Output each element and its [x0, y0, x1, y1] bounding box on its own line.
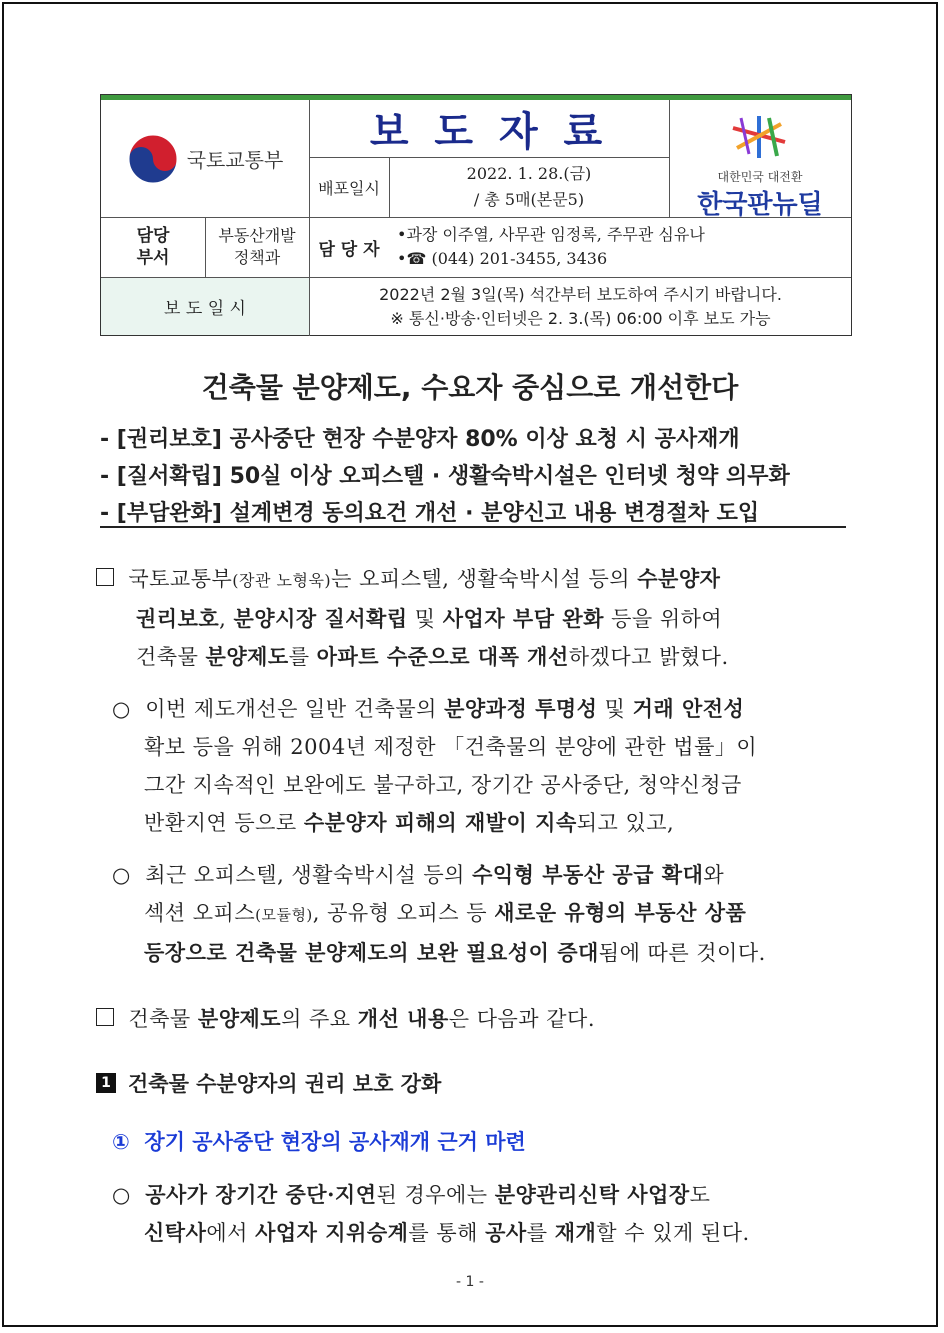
contact-line1: •과장 이주열, 사무관 임정록, 주무관 심유나 [397, 225, 705, 244]
contact-phone: (044) 201-3455, 3436 [431, 249, 608, 268]
text: 및 [407, 607, 443, 631]
text: (모듈형) [255, 906, 313, 924]
release-label: 배포일시 [318, 178, 380, 198]
subtitle-1: - [권리보호] 공사중단 현장 수분양자 80% 이상 요청 시 공사재개 [100, 427, 740, 452]
text: , 공유형 오피스 등 [312, 901, 495, 925]
subsection-heading [112, 1126, 526, 1156]
text: 최근 오피스텔, 생활숙박시설 등의 [145, 863, 473, 887]
text-bold: 수분양자 피해의 재발이 지속 [303, 810, 577, 835]
title-underline [100, 526, 846, 528]
section-heading-1 [96, 1068, 441, 1098]
contact-line2-row [397, 247, 847, 271]
text: 섹션 오피스 [144, 901, 256, 925]
subtitle-2: - [질서확립] 50실 이상 오피스텔 · 생활숙박시설은 인터넷 청약 의무화 [100, 464, 790, 489]
brand-name: 한국판뉴딜 [697, 190, 823, 220]
document-page [2, 2, 938, 1327]
text-bold: 공사가 장기간 중단·지연 [145, 1182, 377, 1207]
text: , [219, 607, 234, 631]
ministry-logo-cell [101, 100, 309, 217]
text: 건축물 [128, 1007, 198, 1031]
text-bold: 분양제도 [197, 1006, 282, 1031]
paragraph-trend [112, 856, 872, 972]
text: 됨에 따른 것이다. [598, 941, 766, 965]
text: 반환지연 등으로 [144, 811, 304, 835]
checkbox-square-icon [96, 1008, 114, 1026]
text: 그간 지속적인 보완에도 불구하고, 장기간 공사중단, 청약신청금 [144, 773, 742, 797]
dept-line1: 부동산개발 [218, 226, 296, 245]
bullet-circle-icon: ○ [112, 1183, 131, 1207]
section-number-icon: 1 [96, 1073, 116, 1093]
paragraph-resumption [112, 1176, 872, 1252]
ministry-name: 국토교통부 [186, 148, 284, 172]
paragraph-summary [96, 1000, 866, 1038]
contact-label: 담 당 자 [318, 239, 380, 260]
subtitle-3: - [부담완화] 설계변경 동의요건 개선 · 분양신고 내용 변경절차 도입 [100, 501, 760, 526]
page-number: - 1 - [456, 1274, 484, 1290]
text-bold: 권리보호 [136, 606, 220, 631]
press-release-header [100, 94, 852, 336]
brand-tagline: 대한민국 대전환 [717, 170, 803, 184]
bullet-circle-icon: ○ [112, 863, 131, 887]
report-line2: ※ 통신·방송·인터넷은 2. 3.(목) 06:00 이후 보도 가능 [390, 309, 771, 328]
taegeuk-emblem-icon [127, 133, 179, 185]
text: 에서 [206, 1221, 256, 1245]
checkbox-square-icon [96, 568, 114, 586]
text: 를 통해 [408, 1221, 486, 1245]
text-bold: 사업자 부담 완화 [442, 606, 604, 631]
text-bold: 공사 [485, 1220, 527, 1245]
text: 은 다음과 같다. [448, 1007, 595, 1031]
doc-type-title: 보 도 자 료 [369, 109, 609, 155]
text: 국토교통부 [128, 567, 233, 591]
text-bold: 분양관리신탁 사업장 [494, 1182, 690, 1207]
text: (장관 노형욱) [232, 571, 332, 590]
text-bold: 분양시장 질서확립 [233, 606, 408, 631]
text-bold: 신탁사 [144, 1220, 207, 1245]
text-bold: 분양제도 [205, 644, 289, 669]
new-deal-brand-cell [669, 100, 851, 220]
headline: 건축물 분양제도, 수요자 중심으로 개선한다 [201, 371, 739, 404]
page-count: / 총 5매(본문5) [473, 190, 585, 209]
text: 확보 등을 위해 2004년 제정한 「건축물의 분양에 관한 법률」이 [144, 735, 758, 759]
dept-line2: 정책과 [233, 248, 281, 267]
text: 이번 제도개선은 일반 건축물의 [145, 697, 445, 721]
text: 의 주요 [281, 1007, 358, 1031]
release-date: 2022. 1. 28.(금) [466, 164, 592, 183]
text-bold: 수분양자 [637, 566, 721, 591]
text: 는 오피스텔, 생활숙박시설 등의 [331, 567, 638, 591]
text-bold: 아파트 수준으로 대폭 개선 [316, 644, 569, 669]
text-bold: 새로운 유형의 부동산 상품 [494, 900, 747, 925]
dept-name [205, 217, 309, 277]
doc-type-cell [309, 100, 669, 157]
dept-label-line1: 담당 [136, 226, 170, 246]
dept-label-line2: 부서 [136, 248, 170, 268]
text: 를 [526, 1221, 555, 1245]
section-title: 건축물 수분양자의 권리 보호 강화 [128, 1072, 442, 1096]
subsection-title: 장기 공사중단 현장의 공사재개 근거 마련 [144, 1130, 526, 1154]
text-bold: 개선 내용 [357, 1006, 449, 1031]
text: 도 [689, 1183, 711, 1207]
report-info [310, 278, 851, 335]
text: 되고 있고, [576, 811, 675, 835]
subsection-number: ① [112, 1130, 130, 1154]
bullet-circle-icon: ○ [112, 697, 131, 721]
paragraph-intro [96, 560, 866, 676]
text: 를 [288, 645, 317, 669]
text: 된 경우에는 [376, 1183, 495, 1207]
report-line1: 2022년 2월 3일(목) 석간부터 보도하여 주시기 바랍니다. [379, 285, 782, 304]
text: 와 [703, 863, 725, 887]
release-info [389, 161, 669, 215]
phone-icon: •☎ [397, 249, 432, 268]
text: 하겠다고 밝혔다. [568, 645, 729, 669]
text-bold: 재개 [554, 1220, 597, 1245]
text: 및 [597, 697, 633, 721]
text-bold: 거래 안전성 [632, 696, 745, 721]
text: 등을 위하여 [603, 607, 723, 631]
dept-label [101, 217, 205, 277]
text-bold: 분양과정 투명성 [444, 696, 598, 721]
text-bold: 사업자 지위승계 [255, 1220, 409, 1245]
text: 건축물 [136, 645, 206, 669]
paragraph-background [112, 690, 872, 842]
text-bold: 수익형 부동산 공급 확대 [472, 862, 704, 887]
report-label: 보 도 일 시 [101, 278, 309, 335]
contact-info [397, 223, 847, 271]
text-bold: 등장으로 건축물 분양제도의 보완 필요성이 증대 [144, 940, 599, 965]
text: 할 수 있게 된다. [596, 1221, 750, 1245]
new-deal-logo-icon [729, 114, 789, 160]
